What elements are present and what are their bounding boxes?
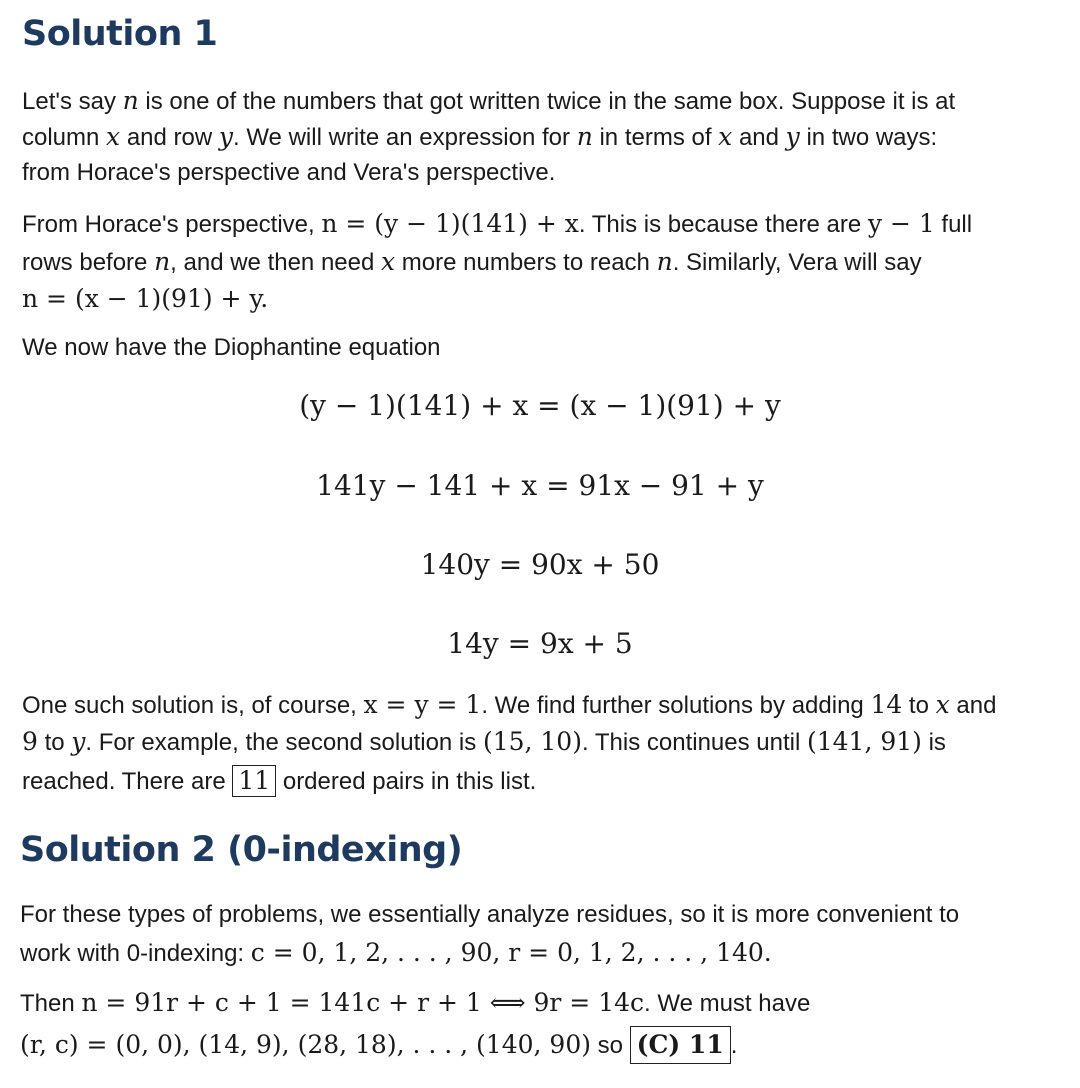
solution-2-heading: Solution 2 (0-indexing)	[20, 830, 463, 870]
s1-p1-line1: Let's say n is one of the numbers that got written twice in the same box. Suppose it is at	[22, 86, 956, 115]
s1-p4-line3: reached. There are 11 ordered pairs in this list.	[22, 766, 537, 795]
equation-4: 14y = 9x + 5	[447, 627, 633, 660]
s1-p1-line3: from Horace's perspective and Vera's perspective.	[22, 159, 556, 186]
equation-1: (y − 1)(141) + x = (x − 1)(91) + y	[299, 389, 781, 422]
s1-p2-line3: n = (x − 1)(91) + y.	[22, 284, 269, 313]
s1-p2-line1: From Horace's perspective, n = (y − 1)(141) + x. This is because there are y − 1 full	[22, 209, 973, 238]
s2-p2-line1: Then n = 91r + c + 1 = 141c + r + 1 ⟺ 9r = 14c. We must have	[20, 988, 811, 1017]
s1-p2-line2: rows before n, and we then need x more numbers to reach n. Similarly, Vera will say	[22, 247, 922, 276]
s1-p1-line2: column x and row y. We will write an expression for n in terms of x and y in two ways:	[22, 122, 938, 151]
answer-box-c-11: (C) 11	[630, 1026, 731, 1064]
s2-p1-line1: For these types of problems, we essentially analyze residues, so it is more convenient to	[20, 901, 960, 928]
s1-p4-line2: 9 to y. For example, the second solution is (15, 10). This continues until (141, 91) is	[22, 727, 946, 756]
s1-p3: We now have the Diophantine equation	[22, 334, 441, 361]
solution-1-heading: Solution 1	[22, 14, 218, 54]
equation-2: 141y − 141 + x = 91x − 91 + y	[316, 469, 764, 502]
s2-p1-line2: work with 0-indexing: c = 0, 1, 2, . . . , 90, r = 0, 1, 2, . . . , 140.	[20, 938, 772, 967]
equation-3: 140y = 90x + 50	[420, 548, 660, 581]
s1-p4-line1: One such solution is, of course, x = y = 1. We find further solutions by adding 14 to x and	[22, 690, 997, 719]
s2-p2-line2: (r, c) = (0, 0), (14, 9), (28, 18), . . . , (140, 90) so (C) 11 .	[20, 1026, 737, 1064]
answer-box-11: 11	[232, 765, 276, 797]
